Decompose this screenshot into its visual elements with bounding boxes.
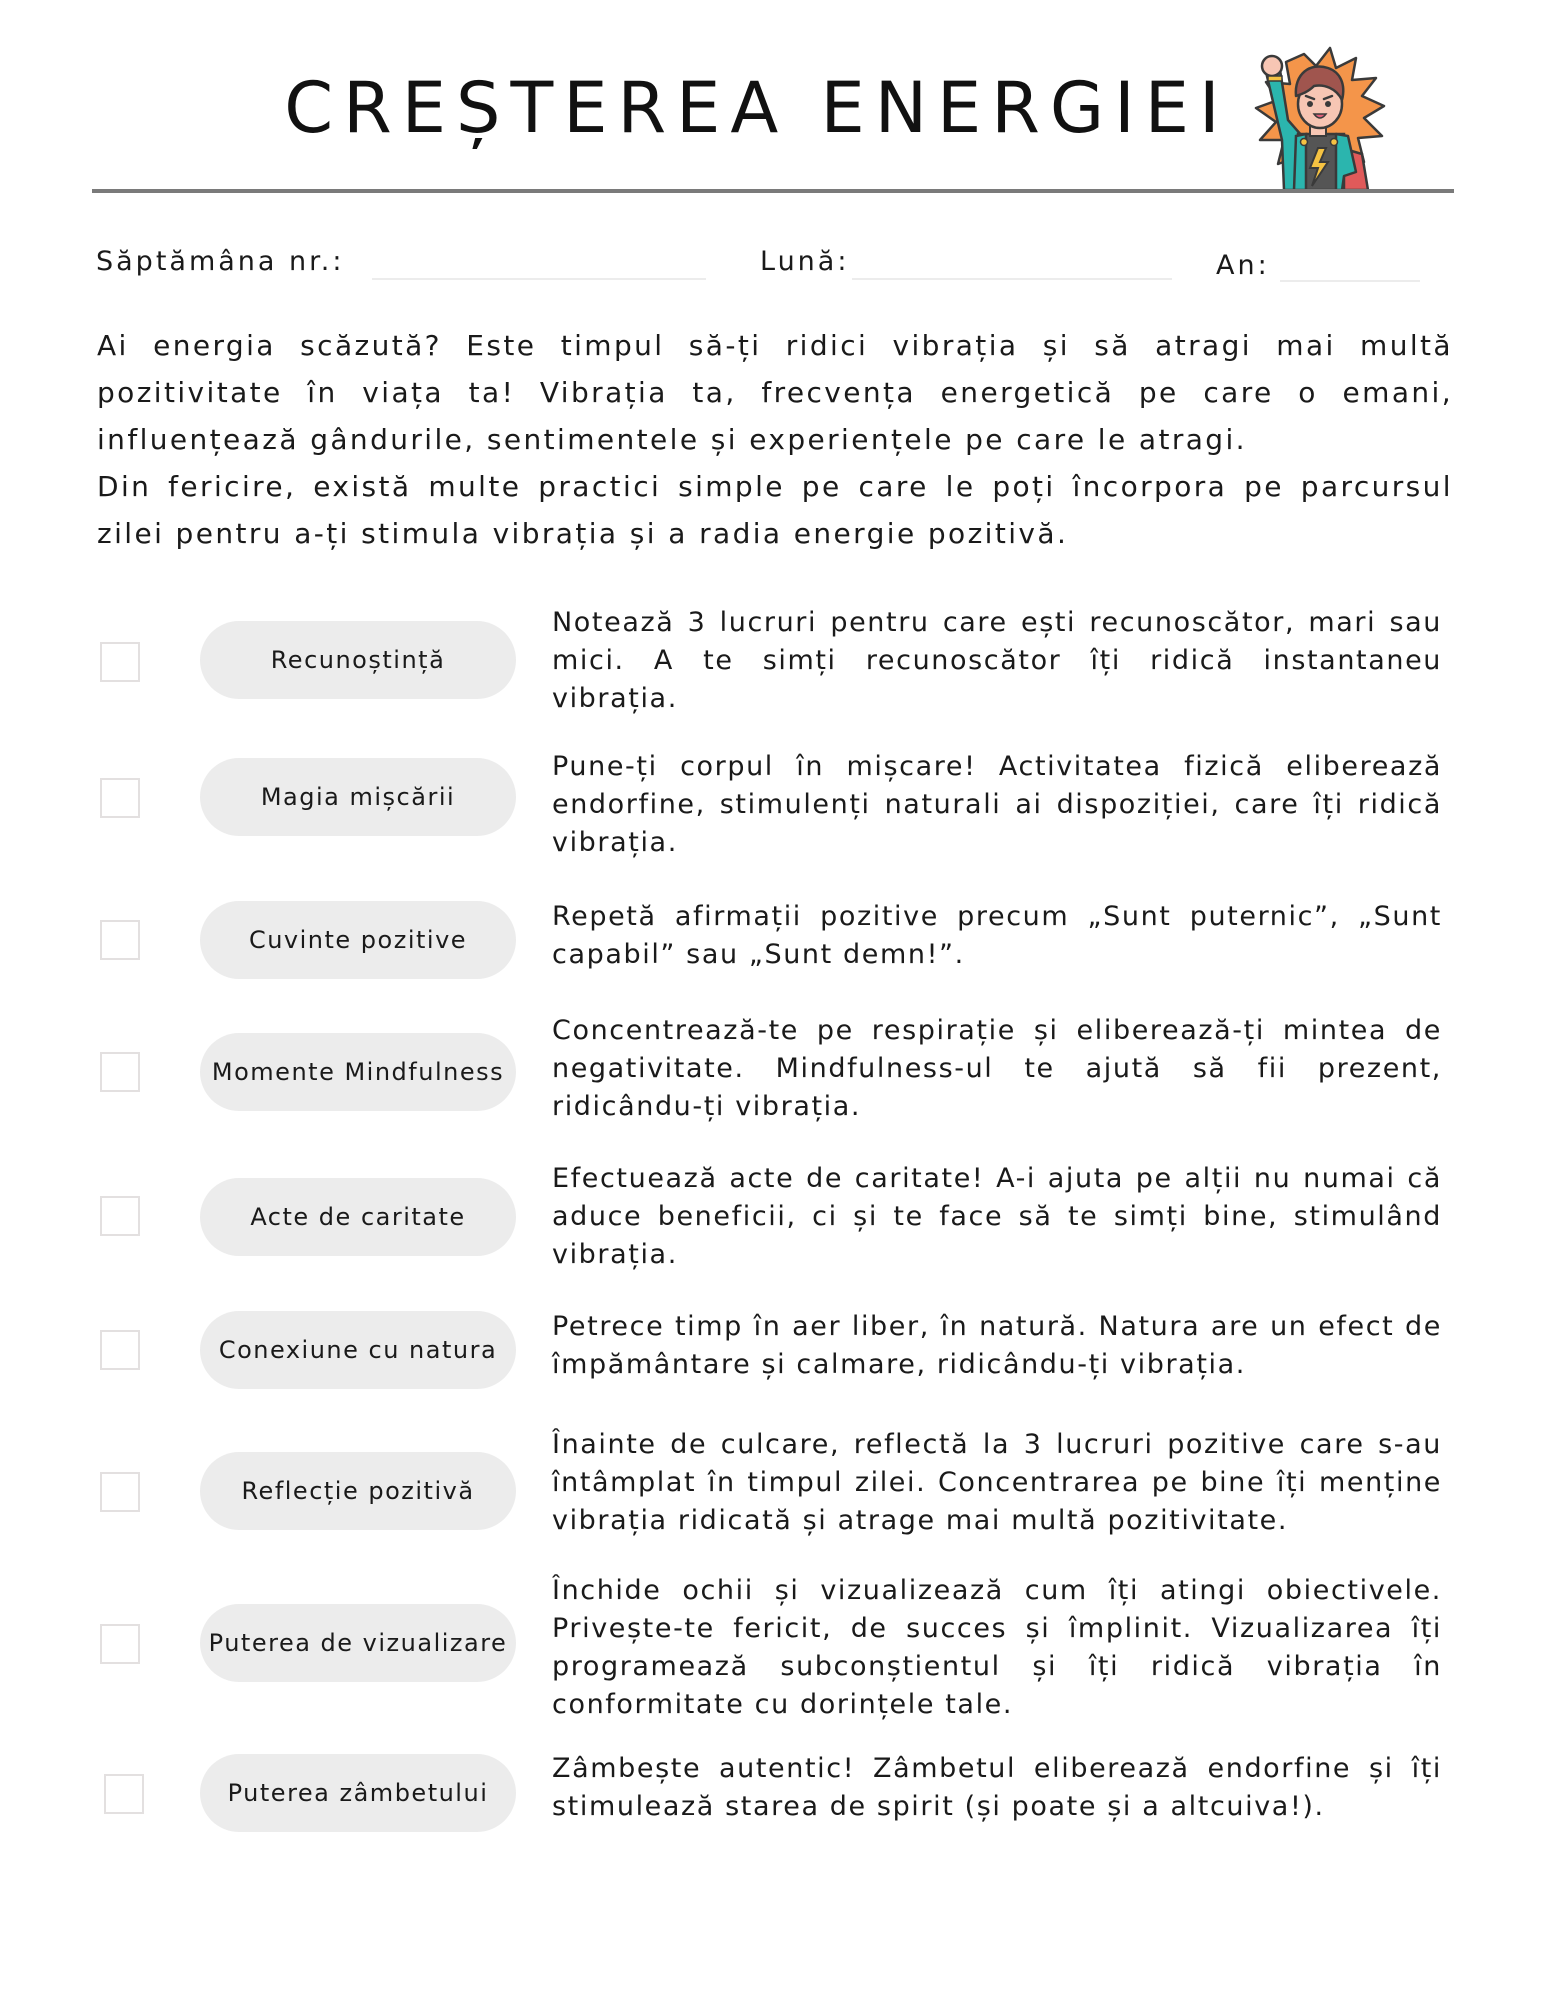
practice-description: Notează 3 lucruri pentru care ești recunoscător, mari sau mici. A te simți recunoscător îți ridică instantaneu vibrația. xyxy=(552,607,1442,714)
practice-description: Zâmbește autentic! Zâmbetul eliberează endorfine și îți stimulează starea de spirit (și poate și a altcuiva!). xyxy=(552,1753,1442,1822)
practice-label: Acte de caritate xyxy=(200,1178,516,1256)
practice-label: Recunoștință xyxy=(200,621,516,699)
practice-checkbox[interactable] xyxy=(100,1330,140,1370)
practice-description: Repetă afirmații pozitive precum „Sunt puternic”, „Sunt capabil” sau „Sunt demn!”. xyxy=(552,901,1442,970)
month-label: Lună: xyxy=(760,246,850,277)
practice-description: Efectuează acte de caritate! A-i ajuta pe alții nu numai că aduce beneficii, ci și te face să te simți bine, stimulând vibrația. xyxy=(552,1163,1442,1270)
superhero-icon xyxy=(1244,44,1390,192)
practice-description: Petrece timp în aer liber, în natură. Natura are un efect de împământare și calmare, ridicându-ți vibrația. xyxy=(552,1311,1442,1380)
practice-description: Pune-ți corpul în mișcare! Activitatea fizică eliberează endorfine, stimulenți naturali ai dispoziției, care îți ridică vibrația. xyxy=(552,751,1442,858)
practice-label: Conexiune cu natura xyxy=(200,1311,516,1389)
date-fields xyxy=(96,246,1456,286)
practice-label: Cuvinte pozitive xyxy=(200,901,516,979)
intro-paragraph-2: Din fericire, există multe practici simple pe care le poți încorpora pe parcursul zilei pentru a-ți stimula vibrația și a radia energie pozitivă. xyxy=(97,470,1453,550)
practice-checkbox[interactable] xyxy=(100,1196,140,1236)
practice-label: Momente Mindfulness xyxy=(200,1033,516,1111)
practice-description: Înainte de culcare, reflectă la 3 lucruri pozitive care s-au întâmplat în timpul zilei. Concentrarea pe bine îți menține vibrația ridicată și atrage mai multă pozitivitate. xyxy=(552,1429,1442,1536)
practice-label: Puterea zâmbetului xyxy=(200,1754,516,1832)
practice-checkbox[interactable] xyxy=(100,642,140,682)
practice-checkbox[interactable] xyxy=(100,778,140,818)
year-label: An: xyxy=(1216,250,1270,281)
practice-checkbox[interactable] xyxy=(100,1624,140,1664)
practice-checkbox[interactable] xyxy=(100,920,140,960)
practice-label: Reflecție pozitivă xyxy=(200,1452,516,1530)
page-title: CREȘTEREA ENERGIEI xyxy=(284,67,1230,149)
practice-description: Concentrează-te pe respirație și eliberează-ți mintea de negativitate. Mindfulness-ul te ajută să fii prezent, ridicându-ți vibrația. xyxy=(552,1015,1442,1122)
intro-paragraph-1: Ai energia scăzută? Este timpul să-ți ridici vibrația și să atragi mai multă pozitivitate în viața ta! Vibrația ta, frecvența energetică pe care o emani, influențează gândurile, sentimentele și experiențele pe care le atragi. xyxy=(97,329,1453,456)
practice-checkbox[interactable] xyxy=(100,1052,140,1092)
practice-description: Închide ochii și vizualizează cum îți atingi obiectivele. Privește-te fericit, de succes și împlinit. Vizualizarea îți programează subconștientul și îți ridică vibrația în conformitate cu dorințele tale. xyxy=(552,1575,1442,1720)
month-input[interactable] xyxy=(852,278,1172,280)
week-label: Săptămâna nr.: xyxy=(96,246,345,277)
intro-text xyxy=(97,322,1453,557)
week-input[interactable] xyxy=(372,278,706,280)
practice-checkbox[interactable] xyxy=(100,1472,140,1512)
practice-label: Puterea de vizualizare xyxy=(200,1604,516,1682)
header-divider xyxy=(92,189,1454,193)
practice-checkbox[interactable] xyxy=(104,1774,144,1814)
practice-label: Magia mișcării xyxy=(200,758,516,836)
year-input[interactable] xyxy=(1280,280,1420,282)
